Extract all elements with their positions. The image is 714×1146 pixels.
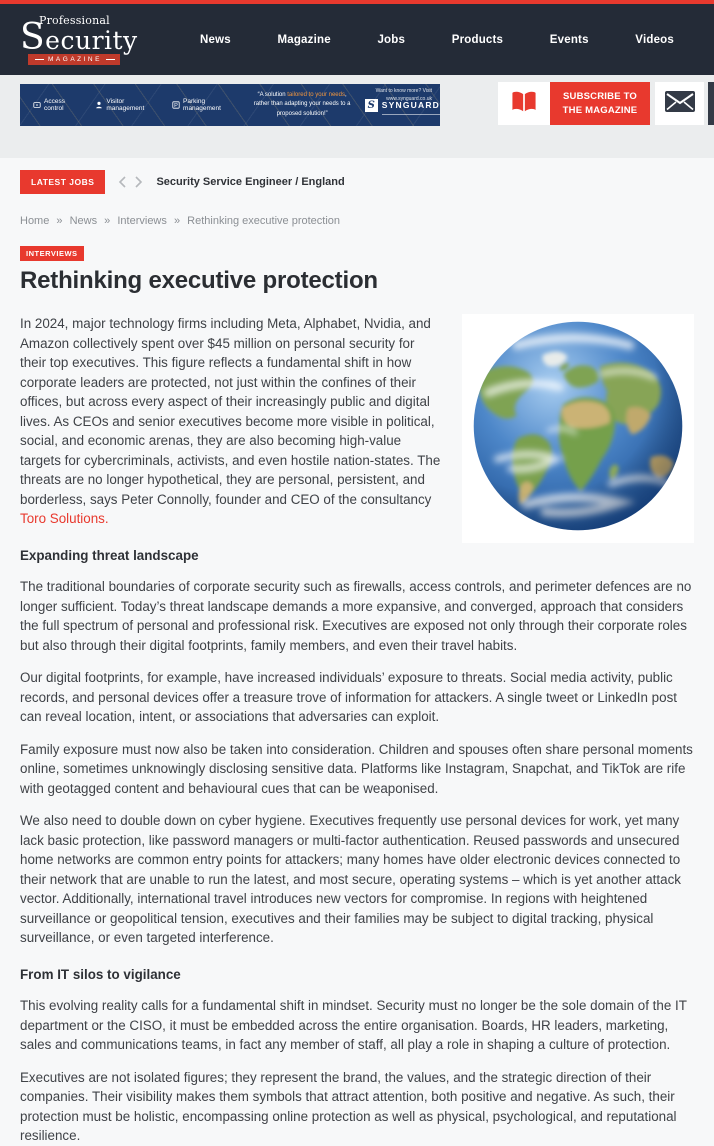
article-paragraph: The traditional boundaries of corporate security such as firewalls, access controls, and perimeter defences are no longer sufficient. Today’s threat landscape demands a more expansive, and converged, approach that considers the full spectrum of personal and professional risk. Executives are exposed not only through their corporate roles but also through their digital footprints, family members, and even their travel habits. xyxy=(20,579,692,653)
subscribe-widget xyxy=(498,82,714,125)
synguard-logo-icon: S xyxy=(365,99,378,112)
banner-feature-parking xyxy=(172,98,239,112)
latest-jobs-button[interactable]: LATEST JOBS xyxy=(20,170,105,194)
article-subheading: From IT silos to vigilance xyxy=(20,966,181,982)
breadcrumb xyxy=(20,215,694,227)
access-control-icon xyxy=(33,101,41,109)
site-header xyxy=(0,0,714,75)
banner-info-line1: Want to know more? Visit xyxy=(375,88,432,94)
banner-quote xyxy=(253,91,350,119)
subscribe-button-line1: SUBSCRIBE TO xyxy=(562,91,637,103)
earth-globe-image xyxy=(469,317,687,541)
banner-feature-label: Parking management xyxy=(183,98,221,112)
nav-item-events[interactable]: Events xyxy=(549,33,589,46)
banner-feature-label: Visitor management xyxy=(106,98,145,112)
article-image-globe xyxy=(462,314,694,543)
category-badge[interactable]: INTERVIEWS xyxy=(20,246,84,261)
nav-item-videos[interactable]: Videos xyxy=(635,33,674,46)
svg-text:P: P xyxy=(174,103,178,109)
article-paragraph: Executives are not isolated figures; they represent the brand, the values, and the strategic direction of their companies. Their visibility makes them symbols that attract attention, both positive and negative. As such, their protection must be holistic, encompassing online protection as well as physical, psychological, and reputational resilience. xyxy=(20,1069,677,1143)
article-paragraph: Family exposure must now also be taken into consideration. Children and spouses often share personal moments online, sometimes unknowingly disclosing sensitive data. Platforms like Instagram, Snapchat, and TikTok are rife with geotagged content and behavioural cues that can be weaponised. xyxy=(20,741,693,796)
nav-item-products[interactable]: Products xyxy=(451,33,504,46)
subscribe-button[interactable] xyxy=(550,82,650,125)
main-nav xyxy=(200,34,674,46)
nav-item-jobs[interactable]: Jobs xyxy=(377,33,406,46)
banner-feature-list xyxy=(33,98,239,112)
banner-info-text xyxy=(376,88,432,103)
nav-item-magazine[interactable]: Magazine xyxy=(277,33,331,46)
banner-feature-visitor xyxy=(95,98,159,112)
ticker-prev-button[interactable] xyxy=(118,176,127,188)
breadcrumb-home[interactable]: Home xyxy=(20,215,50,227)
nav-item-news[interactable]: News xyxy=(200,33,231,46)
breadcrumb-separator: » xyxy=(56,215,63,227)
envelope-icon xyxy=(665,91,695,117)
breadcrumb-current: Rethinking executive protection xyxy=(187,215,341,227)
synguard-brand-subline xyxy=(382,114,440,115)
parking-icon xyxy=(172,101,180,109)
logo-line-magazine: MAGAZINE xyxy=(48,56,102,63)
ticker-arrows xyxy=(118,176,143,188)
ticker-next-button[interactable] xyxy=(134,176,143,188)
banner-quote-text-end: , rather than adapting your needs to a proposed solution!” xyxy=(253,92,351,117)
logo-line-security: Security xyxy=(20,17,138,58)
visitor-icon xyxy=(95,101,103,109)
site-logo[interactable] xyxy=(20,14,138,65)
synguard-ad-banner[interactable] xyxy=(20,84,440,126)
logo-dash-right xyxy=(106,59,115,60)
article-subheading: Expanding threat landscape xyxy=(20,547,199,563)
paragraph-text: In 2024, major technology firms including Meta, Alphabet, Nvidia, and Amazon collectively spent over $45 million on personal security for their top executives. This figure reflects a fundamental shift in how corporate leaders are protected, not just within the confines of their offices, but across every aspect of their increasingly public and digital lives. As CEOs and senior executives become more visible in political, social, and economic arenas, they are also becoming high-value targets for cybercriminals, activists, and even hostile nation-states. The threats are no longer hypothetical, they are personal, persistent, and borderless, says Peter Connolly, founder and CEO of the consultancy xyxy=(20,316,441,507)
ticker-current-job-link[interactable]: Security Service Engineer / England xyxy=(156,176,345,188)
magazine-book-button[interactable] xyxy=(498,82,550,125)
next-widget-sliver[interactable] xyxy=(708,82,714,125)
article-paragraph: We also need to double down on cyber hygiene. Executives frequently use personal devices for work, yet many lack basic protection, like password managers or multi-factor authentication. Reused passwords and unsecured home networks are common entry points for attackers; many homes have older electronic devices connected to their network that are unable to run the latest, and most secure, operating systems – which is yet another attack vector. Additionally, international travel introduces new vectors for compromise. In regions with heightened surveillance or geopolitical tension, executives and their families may be subject to digital tracking, physical surveillance, or even targeted interference. xyxy=(20,813,681,945)
page-main xyxy=(0,170,714,1146)
breadcrumb-news[interactable]: News xyxy=(69,215,98,227)
breadcrumb-interviews[interactable]: Interviews xyxy=(117,215,167,227)
synguard-brand-name: SYNGUARD xyxy=(381,100,440,110)
banner-quote-highlight: tailored to your needs xyxy=(287,92,345,99)
banner-quote-text: “A solution xyxy=(257,92,288,99)
banner-feature-label: Access control xyxy=(44,98,65,112)
jobs-ticker xyxy=(20,170,694,194)
page-title: Rethinking executive protection xyxy=(20,267,378,294)
ad-band xyxy=(0,75,714,158)
banner-info-line2: www.synguard.co.uk xyxy=(386,95,432,102)
logo-dash-left xyxy=(35,59,44,60)
newsletter-email-button[interactable] xyxy=(655,82,704,125)
banner-feature-access xyxy=(33,98,82,112)
article-paragraph: Our digital footprints, for example, have increased individuals’ exposure to threats. Social media activity, public records, and personal devices offer a treasure trove of information for attackers. A single tweet or LinkedIn post can reveal location, intent, or associations that adversaries can exploit. xyxy=(20,670,677,724)
open-book-icon xyxy=(510,89,538,118)
logo-line-professional: Professional xyxy=(39,14,110,27)
breadcrumb-separator: » xyxy=(173,215,181,227)
toro-solutions-link[interactable]: Toro Solutions. xyxy=(20,511,109,526)
subscribe-button-line2: THE MAGAZINE xyxy=(562,104,638,116)
article-paragraph: This evolving reality calls for a fundamental shift in mindset. Security must no longer be the sole domain of the IT department or the CISO, it must be embedded across the entire organisation. Boards, HR leaders, marketing, sales and communications teams, in fact any member of staff, all play a role in shaping a culture of protection. xyxy=(20,998,687,1052)
article-body xyxy=(20,314,694,1146)
breadcrumb-separator: » xyxy=(104,215,111,227)
